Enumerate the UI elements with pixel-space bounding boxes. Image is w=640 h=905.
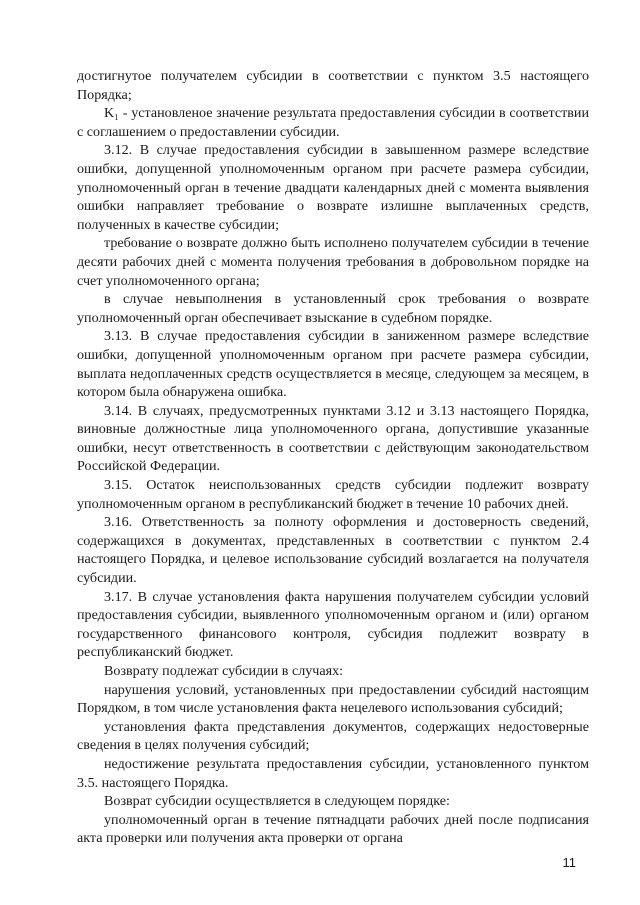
paragraph: недостижение результата предоставления субсидии, установленного пунктом 3.5. настоящего Порядка. bbox=[77, 755, 589, 791]
paragraph: установления факта представления документов, содержащих недостоверные сведения в целях получения субсидий; bbox=[77, 718, 589, 754]
paragraph: 3.14. В случаях, предусмотренных пунктами 3.12 и 3.13 настоящего Порядка, виновные должностные лица уполномоченного органа, допустившие указанные ошибки, несут ответственность в соответствии с действующим законодательством Российской Федерации. bbox=[77, 402, 589, 475]
paragraph: уполномоченный орган в течение пятнадцати рабочих дней после подписания акта проверки или получения акта проверки от органа bbox=[77, 811, 589, 847]
paragraph: 3.12. В случае предоставления субсидии в завышенном размере вследствие ошибки, допущенной уполномоченным органом при расчете размера субсидии, уполномоченный орган в течение двадцати календарных дней с момента выявления ошибки направляет требование о возврате излишне выплаченных средств, полученных в качестве субсидии; bbox=[77, 142, 589, 233]
paragraph: 3.15. Остаток неиспользованных средств субсидии подлежит возврату уполномоченным органом в республиканский бюджет в течение 10 рабочих дней. bbox=[77, 477, 589, 512]
paragraph: нарушения условий, установленных при предоставлении субсидий настоящим Порядком, в том числе установления факта нецелевого использования субсидий; bbox=[77, 681, 589, 717]
paragraph: Возврату подлежат субсидии в случаях: bbox=[104, 663, 344, 679]
paragraph: достигнутое получателем субсидии в соответствии с пунктом 3.5 настоящего Порядка; bbox=[77, 68, 589, 103]
paragraph: K₁ - установленое значение результата предоставления субсидии в соответствии с соглашением о предоставлении субсидии. bbox=[77, 105, 589, 140]
paragraph: 3.16. Ответственность за полноту оформления и достоверность сведений, содержащихся в документах, представленных в соответствии с пунктом 2.4 настоящего Порядка, и целевое использование субсидий возлагается на получателя субсидии. bbox=[77, 514, 589, 587]
paragraph: Возврат субсидии осуществляется в следующем порядке: bbox=[104, 793, 450, 810]
paragraph: 3.17. В случае установления факта нарушения получателем субсидии условий предоставления субсидии, выявленного уполномоченным органом и (или) органом государственного финансового контроля, субсидия подлежит возврату в республиканский бюджет. bbox=[77, 588, 589, 661]
page-number: 11 bbox=[562, 855, 576, 870]
paragraph: в случае невыполнения в установленный срок требования о возврате уполномоченный орган обеспечивает взыскание в судебном порядке. bbox=[77, 291, 589, 326]
body-text bbox=[77, 67, 589, 848]
paragraph: 3.13. В случае предоставления субсидии в заниженном размере вследствие ошибки, допущенной уполномоченным органом при расчете размера субсидии, выплата недоплаченных средств осуществляется в месяце, следующем за месяцем, в котором была обнаружена ошибка. bbox=[77, 328, 589, 401]
paragraph: требование о возврате должно быть исполнено получателем субсидии в течение десяти рабочих дней с момента получения требования в добровольном порядке на счет уполномоченного органа; bbox=[77, 235, 589, 289]
